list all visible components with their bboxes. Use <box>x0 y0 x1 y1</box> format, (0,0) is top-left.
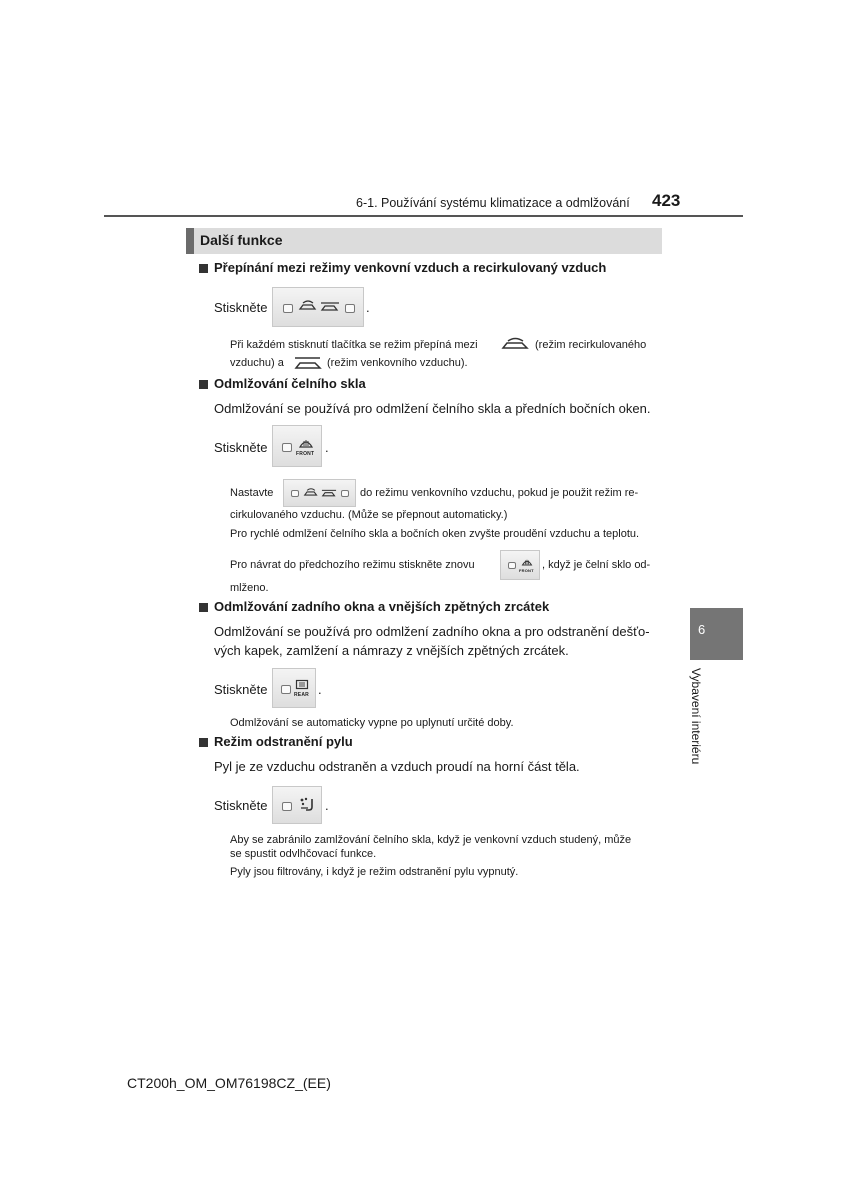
punct-period: . <box>318 682 322 697</box>
footer-code: CT200h_OM_OM76198CZ_(EE) <box>127 1075 331 1091</box>
front-defroster-icon <box>298 437 314 449</box>
rear-defogger-button-image <box>272 668 316 708</box>
note-text: cirkulovaného vzduchu. (Může se přepnout automaticky.) <box>230 509 508 521</box>
item-heading-pollen: Režim odstranění pylu <box>214 734 353 749</box>
button-label-front: FRONT <box>296 451 315 457</box>
note-text: (režim venkovního vzduchu). <box>327 357 468 369</box>
note-text: Při každém stisknutí tlačítka se režim přepíná mezi <box>230 339 478 351</box>
note-text: do režimu venkovního vzduchu, pokud je použit režim re- <box>360 487 639 499</box>
chapter-number: 6 <box>698 622 706 637</box>
indicator-icon <box>282 443 292 452</box>
recirculation-icon <box>303 488 319 499</box>
note-text: vzduchu) a <box>230 357 284 369</box>
press-label: Stiskněte <box>214 440 268 455</box>
item-description: Odmlžování se používá pro odmlžení čelního skla a předních bočních oken. <box>214 401 651 416</box>
note-text: Pro rychlé odmlžení čelního skla a bočních oken zvyšte proudění vzduchu a teplotu. <box>230 528 640 540</box>
item-description: Pyl je ze vzduchu odstraněn a vzduch proudí na horní část těla. <box>214 759 580 774</box>
press-label: Stiskněte <box>214 798 268 813</box>
header-divider <box>104 215 743 217</box>
recirculation-icon <box>500 336 530 354</box>
indicator-icon <box>291 490 299 497</box>
chapter-tab <box>690 608 743 660</box>
indicator-icon <box>282 802 292 811</box>
header-section-title: 6-1. Používání systému klimatizace a odmlžování <box>356 196 630 210</box>
item-heading-air-mode: Přepínání mezi režimy venkovní vzduch a recirkulovaný vzduch <box>214 260 607 275</box>
bullet-icon <box>199 603 208 612</box>
note-text: se spustit odvlhčovací funkce. <box>230 848 377 860</box>
item-heading-rear-window: Odmlžování zadního okna a vnějších zpětných zrcátek <box>214 599 550 614</box>
punct-period: . <box>366 300 370 315</box>
indicator-icon <box>345 304 355 313</box>
punct-period: . <box>325 440 329 455</box>
press-label: Stiskněte <box>214 300 268 315</box>
indicator-icon <box>341 490 349 497</box>
punct-period: . <box>325 798 329 813</box>
note-text: Aby se zabránilo zamlžování čelního skla, když je venkovní vzduch studený, může <box>230 834 632 846</box>
air-mode-button-image <box>283 479 356 507</box>
front-defroster-button-image <box>272 425 322 467</box>
item-heading-windshield: Odmlžování čelního skla <box>214 376 366 391</box>
note-text: mlženo. <box>230 582 269 594</box>
note-text: Nastavte <box>230 487 274 499</box>
bullet-icon <box>199 738 208 747</box>
indicator-icon <box>508 562 516 569</box>
pollen-mode-icon <box>298 796 316 813</box>
button-label-rear: REAR <box>294 692 309 698</box>
indicator-icon <box>281 685 291 694</box>
note-text: Pyly jsou filtrovány, i když je režim odstranění pylu vypnutý. <box>230 866 519 878</box>
note-text: (režim recirkulovaného <box>535 339 647 351</box>
rear-defogger-icon <box>295 679 309 690</box>
outside-air-icon <box>320 300 340 314</box>
pollen-mode-button-image <box>272 786 322 824</box>
button-label-front: FRONT <box>519 568 534 573</box>
note-text: Odmlžování se automaticky vypne po uplynutí určité doby. <box>230 717 514 729</box>
front-defroster-icon <box>521 557 533 567</box>
indicator-icon <box>283 304 293 313</box>
note-text: Pro návrat do předchozího režimu stiskněte znovu <box>230 559 475 571</box>
outside-air-icon <box>321 488 337 499</box>
note-text: , když je čelní sklo od- <box>542 559 651 571</box>
bullet-icon <box>199 264 208 273</box>
press-label: Stiskněte <box>214 682 268 697</box>
section-title: Další funkce <box>200 232 283 248</box>
air-mode-button-image <box>272 287 364 327</box>
section-title-bar <box>186 228 662 254</box>
item-description: vých kapek, zamlžení a námrazy z vnějších zpětných zrcátek. <box>214 643 569 658</box>
item-description: Odmlžování se používá pro odmlžení zadního okna a pro odstranění dešťo- <box>214 624 650 639</box>
recirculation-icon <box>298 300 318 314</box>
page-number: 423 <box>652 191 681 210</box>
chapter-label: Vybavení interiéru <box>689 668 703 765</box>
front-defroster-button-image <box>500 550 540 580</box>
bullet-icon <box>199 380 208 389</box>
outside-air-icon <box>293 354 323 372</box>
